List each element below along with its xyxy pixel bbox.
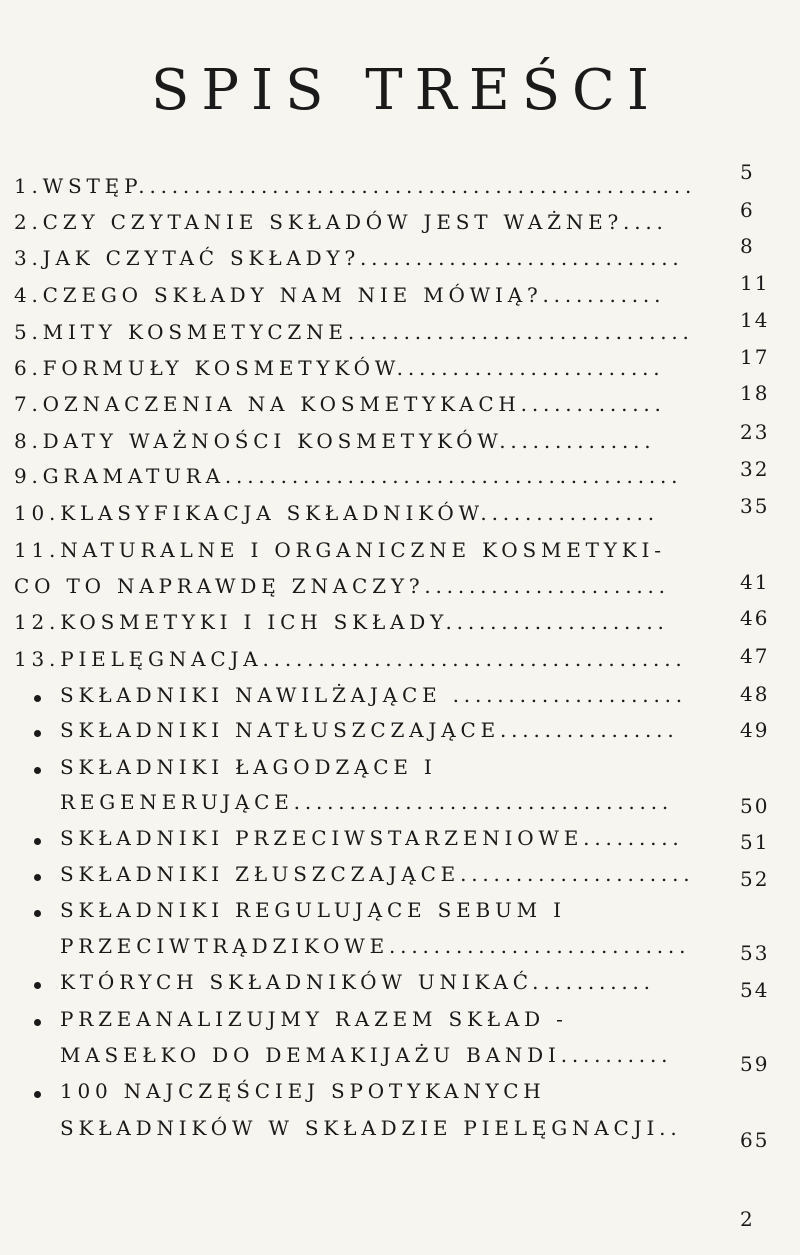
bullet-icon bbox=[34, 695, 41, 702]
toc-entry-text: SKŁADNIKI ŁAGODZĄCE I bbox=[60, 755, 437, 779]
toc-entry-page: 50 bbox=[740, 794, 770, 818]
toc-entry[interactable] bbox=[0, 494, 800, 535]
toc-subentry[interactable] bbox=[0, 862, 800, 896]
toc-subentry[interactable] bbox=[0, 1079, 800, 1113]
toc-entry-page: 51 bbox=[740, 830, 770, 854]
toc-entry-text: 10.KLASYFIKACJA SKŁADNIKÓW................ bbox=[14, 501, 659, 525]
toc-entry-page: 8 bbox=[740, 234, 755, 258]
toc-subentry[interactable] bbox=[0, 683, 800, 717]
toc-entry-text: 6.FORMUŁY KOSMETYKÓW........................ bbox=[14, 356, 665, 380]
toc-entry[interactable] bbox=[0, 271, 800, 317]
toc-entry-page: 48 bbox=[740, 682, 770, 706]
bullet-icon bbox=[34, 767, 41, 774]
toc-entry-text: 9.GRAMATURA......................................... bbox=[14, 464, 683, 488]
toc-entry-page: 54 bbox=[740, 978, 770, 1002]
toc-entry-page: 11 bbox=[740, 271, 770, 295]
toc-entry-page: 32 bbox=[740, 457, 770, 481]
toc-entry[interactable] bbox=[0, 606, 800, 644]
bullet-icon bbox=[34, 1019, 41, 1026]
toc-entry-text: 5.MITY KOSMETYCZNE............................... bbox=[14, 320, 694, 344]
toc-entry-page: 53 bbox=[740, 941, 770, 965]
toc-entry-text: 12.KOSMETYKI I ICH SKŁADY.................... bbox=[14, 610, 669, 634]
toc-subentry[interactable] bbox=[0, 718, 800, 752]
toc-subentry-continued[interactable] bbox=[0, 790, 800, 824]
bullet-icon bbox=[34, 910, 41, 917]
toc-entry-page: 6 bbox=[740, 198, 755, 222]
toc-entry-text: 1.WSTĘP.................................................. bbox=[14, 174, 697, 198]
toc-entry-text: 8.DATY WAŻNOŚCI KOSMETYKÓW.............. bbox=[14, 429, 656, 453]
toc-entry-text: 11.NATURALNE I ORGANICZNE KOSMETYKI- bbox=[14, 538, 666, 562]
toc-entry-text: 13.PIELĘGNACJA...................................... bbox=[14, 647, 687, 671]
toc-entry-page: 14 bbox=[740, 308, 770, 332]
toc-entry[interactable] bbox=[0, 308, 800, 354]
toc-entry-text: MASEŁKO DO DEMAKIJAŻU BANDI.......... bbox=[60, 1043, 673, 1067]
toc-entry-page: 41 bbox=[740, 570, 770, 594]
toc-entry[interactable] bbox=[0, 381, 800, 426]
toc-entry-page: 47 bbox=[740, 644, 770, 668]
toc-entry-page: 5 bbox=[740, 160, 755, 184]
bullet-icon bbox=[34, 730, 41, 737]
toc-subentry[interactable] bbox=[0, 1007, 800, 1041]
toc-entry-text: PRZECIWTRĄDZIKOWE........................... bbox=[60, 934, 691, 958]
toc-subentry[interactable] bbox=[0, 755, 800, 789]
bullet-icon bbox=[34, 1091, 41, 1098]
toc-entry-text: SKŁADNIKÓW W SKŁADZIE PIELĘGNACJI.. bbox=[60, 1116, 682, 1140]
toc-subentry[interactable] bbox=[0, 826, 800, 860]
toc-entry-text: SKŁADNIKI ZŁUSZCZAJĄCE..................... bbox=[60, 862, 695, 886]
toc-entry-text: SKŁADNIKI NAWILŻAJĄCE ..................... bbox=[60, 683, 687, 707]
toc-entry-text: 2.CZY CZYTANIE SKŁADÓW JEST WAŻNE?.... bbox=[14, 210, 668, 234]
page-title: SPIS TREŚCI bbox=[150, 58, 662, 123]
toc-entry[interactable] bbox=[0, 538, 800, 572]
toc-entry-page: 65 bbox=[740, 1128, 770, 1152]
toc-entry-text: 7.OZNACZENIA NA KOSMETYKACH............. bbox=[14, 392, 666, 416]
bullet-icon bbox=[34, 982, 41, 989]
toc-entry-page: 35 bbox=[740, 494, 770, 518]
toc-entry-text: CO TO NAPRAWDĘ ZNACZY?...................... bbox=[14, 574, 670, 598]
toc-entry-page: 17 bbox=[740, 345, 770, 369]
toc-entry-text: KTÓRYCH SKŁADNIKÓW UNIKAĆ........... bbox=[60, 970, 655, 994]
bullet-icon bbox=[34, 838, 41, 845]
toc-entry-text: SKŁADNIKI PRZECIWSTARZENIOWE......... bbox=[60, 826, 684, 850]
toc-entry-text: SKŁADNIKI NATŁUSZCZAJĄCE................ bbox=[60, 718, 679, 742]
toc-subentry-continued[interactable] bbox=[0, 1116, 800, 1150]
toc-entry-page: 46 bbox=[740, 606, 770, 630]
toc-entry-page: 18 bbox=[740, 381, 770, 405]
toc-entry-text: 3.JAK CZYTAĆ SKŁADY?............................. bbox=[14, 246, 684, 270]
toc-entry[interactable] bbox=[0, 234, 800, 280]
toc-subentry[interactable] bbox=[0, 970, 800, 1004]
toc-subentry-continued[interactable] bbox=[0, 934, 800, 968]
toc-entry[interactable] bbox=[0, 420, 800, 463]
toc-entry[interactable] bbox=[0, 198, 800, 244]
toc-entry[interactable] bbox=[0, 644, 800, 681]
toc-entry-text: 100 NAJCZĘŚCIEJ SPOTYKANYCH bbox=[60, 1079, 546, 1103]
page-number: 2 bbox=[740, 1207, 753, 1231]
toc-entry-page: 59 bbox=[740, 1052, 770, 1076]
toc-entry[interactable] bbox=[0, 345, 800, 390]
bullet-icon bbox=[34, 874, 41, 881]
toc-entry[interactable] bbox=[0, 457, 800, 498]
toc-entry-page: 52 bbox=[740, 867, 770, 891]
toc-entry-page: 49 bbox=[740, 718, 770, 742]
toc-entry[interactable] bbox=[0, 570, 800, 608]
toc-subentry[interactable] bbox=[0, 898, 800, 932]
toc-entry-text: PRZEANALIZUJMY RAZEM SKŁAD - bbox=[60, 1007, 568, 1031]
toc-entry-text: 4.CZEGO SKŁADY NAM NIE MÓWIĄ?........... bbox=[14, 283, 666, 307]
toc-entry-text: SKŁADNIKI REGULUJĄCE SEBUM I bbox=[60, 898, 566, 922]
toc-subentry-continued[interactable] bbox=[0, 1043, 800, 1077]
toc-entry-page: 23 bbox=[740, 420, 770, 444]
toc-entry-text: REGENERUJĄCE.................................. bbox=[60, 790, 674, 814]
toc-entry[interactable] bbox=[0, 160, 800, 208]
